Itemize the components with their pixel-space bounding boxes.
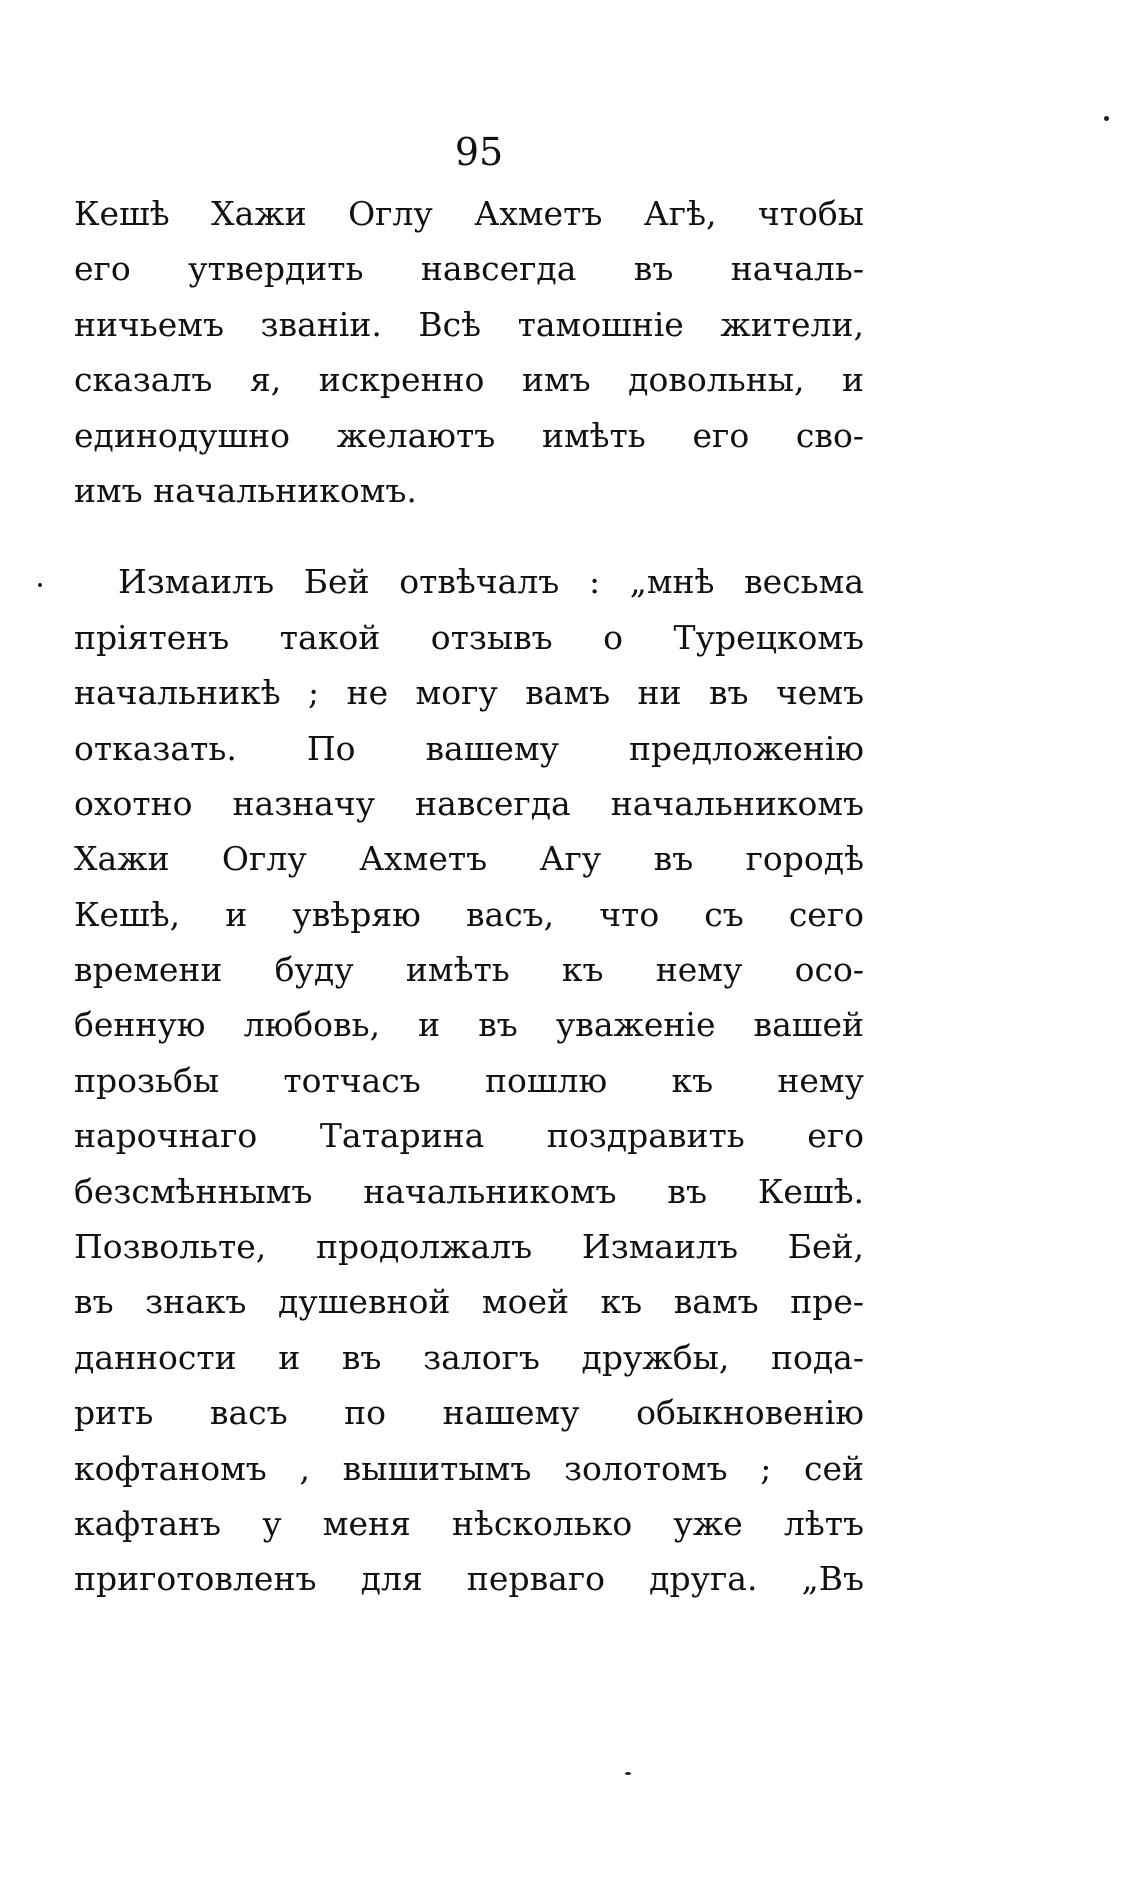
scan-speck: [1104, 116, 1109, 121]
text-line: безсмѣннымъ начальникомъ въ Кешѣ.: [74, 1171, 864, 1211]
text-line: приготовленъ для перваго друга. „Въ: [74, 1559, 864, 1599]
text-line: Хажи Оглу Ахметъ Агу въ городѣ: [74, 839, 864, 879]
text-line: имъ начальникомъ.: [74, 470, 417, 510]
text-line: времени буду имѣть къ нему осо-: [74, 950, 864, 990]
page-number: 95: [454, 130, 504, 174]
scan-speck: [625, 1772, 631, 1775]
text-line: единодушно желаютъ имѣть его сво-: [74, 415, 864, 455]
paragraph-gap: [74, 518, 864, 554]
text-line: нарочнаго Татарина поздравить его: [74, 1116, 864, 1156]
text-line: бенную любовь, и въ уваженіе вашей: [74, 1005, 864, 1045]
text-line: прозьбы тотчасъ пошлю къ нему: [74, 1060, 864, 1100]
text-line: Измаилъ Бей отвѣчалъ : „мнѣ весьма: [118, 562, 864, 602]
paragraph: [74, 554, 864, 1606]
text-line: въ знакъ душевной моей къ вамъ пре-: [74, 1282, 864, 1322]
text-line: Кешѣ Хажи Оглу Ахметъ Агѣ, чтобы: [74, 194, 864, 233]
text-line: его утвердить навсегда въ началь-: [74, 249, 864, 289]
text-line: рить васъ по нашему обыкновенію: [74, 1393, 864, 1433]
text-line: ничьемъ званіи. Всѣ тамошніе жители,: [74, 304, 864, 344]
text-line: охотно назначу навсегда начальникомъ: [74, 783, 864, 823]
text-line: пріятенъ такой отзывъ о Турецкомъ: [74, 617, 864, 657]
paragraph: [74, 186, 864, 518]
text-line: кафтанъ у меня нѣсколько уже лѣтъ: [74, 1503, 864, 1543]
body-text: [74, 186, 864, 1607]
text-line: Позвольте, продолжалъ Измаилъ Бей,: [74, 1227, 864, 1267]
text-line: данности и въ залогъ дружбы, пода-: [74, 1337, 864, 1377]
text-line: кофтаномъ , вышитымъ золотомъ ; сей: [74, 1448, 864, 1488]
text-line: сказалъ я, искренно имъ довольны, и: [74, 360, 864, 400]
text-line: отказать. По вашему предложенію: [74, 728, 864, 768]
text-line: Кешѣ, и увѣряю васъ, что съ сего: [74, 894, 864, 934]
text-line: начальникѣ ; не могу вамъ ни въ чемъ: [74, 673, 864, 713]
scan-speck: [38, 583, 42, 587]
